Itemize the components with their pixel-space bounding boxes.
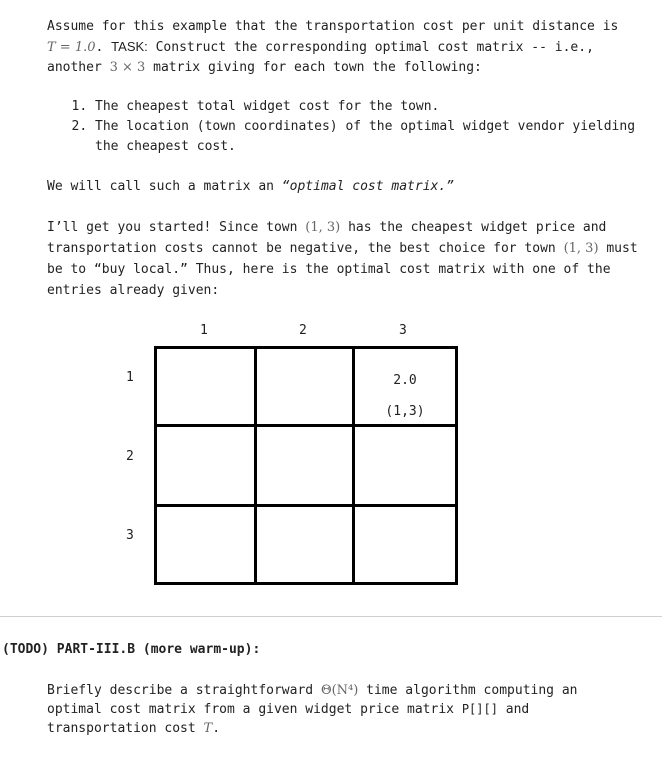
row-header-3: 3 bbox=[126, 528, 134, 543]
row-header-1: 1 bbox=[126, 370, 134, 385]
intro-paragraph: Assume for this example that the transportation cost per unit distance is T = 1.0. TASK: Construct the corresponding optimal cost matrix -- i.e., another 3 × 3 matrix giving for each town the following: bbox=[47, 19, 619, 75]
intro-line-1: Assume for this example that the transportation cost per unit distance is bbox=[47, 19, 619, 34]
matrix-cell bbox=[355, 427, 455, 507]
matrix-dims: 3 × 3 bbox=[109, 60, 146, 75]
column-header-2: 2 bbox=[299, 323, 307, 338]
matrix-cell bbox=[355, 349, 455, 427]
section-end: . bbox=[212, 721, 221, 736]
list-item: 2. The location (town coordinates) of the optimal widget vendor yielding the cheapest cost. bbox=[95, 117, 665, 157]
task-label: TASK: bbox=[111, 39, 148, 54]
matrix-cell bbox=[257, 349, 355, 427]
requirements-list bbox=[47, 97, 665, 157]
price-matrix-code: P[][] bbox=[461, 702, 498, 716]
row-header-2: 2 bbox=[126, 449, 134, 464]
town-coordinate: (1, 3) bbox=[563, 241, 599, 256]
intro-line-2: Construct the corresponding optimal cost matrix -- i.e., bbox=[155, 40, 594, 55]
matrix-cell bbox=[257, 427, 355, 507]
column-header-3: 3 bbox=[399, 323, 407, 338]
callout-text: We will call such a matrix an bbox=[47, 179, 274, 194]
section-divider bbox=[0, 616, 662, 617]
optimal-cost-matrix bbox=[154, 346, 458, 585]
t-symbol: T bbox=[203, 721, 213, 736]
section-text-c: and transportation cost bbox=[47, 702, 530, 736]
section-text-a: Briefly describe a straightforward bbox=[47, 683, 314, 698]
list-item: 1. The cheapest total widget cost for the town. bbox=[95, 97, 665, 117]
intro-line-3-post: matrix giving for each town the following: bbox=[153, 60, 482, 75]
started-paragraph bbox=[47, 217, 657, 301]
started-text-a: I’ll get you started! Since town bbox=[47, 220, 298, 235]
column-header-1: 1 bbox=[200, 323, 208, 338]
matrix-cell bbox=[355, 507, 455, 582]
theta-complexity: Θ(N⁴) bbox=[320, 683, 359, 698]
town-coordinate: (1, 3) bbox=[305, 220, 341, 235]
started-text-c: must be to “buy local.” Thus, here is the optimal cost matrix with one of the entries already given: bbox=[47, 241, 638, 298]
cell-value: 2.0 bbox=[393, 373, 417, 388]
section-heading: (TODO) PART-III.B (more warm-up): bbox=[2, 642, 261, 657]
intro-line-3-pre: another bbox=[47, 60, 102, 75]
started-text-b: has the cheapest widget price and transportation costs cannot be negative, the best choice for town bbox=[47, 220, 607, 256]
section-text-b: time algorithm computing an optimal cost matrix from a given widget price matrix bbox=[47, 683, 578, 717]
matrix-cell bbox=[157, 349, 257, 427]
callout-paragraph bbox=[47, 177, 657, 197]
matrix-cell bbox=[257, 507, 355, 582]
section-paragraph bbox=[47, 681, 627, 738]
t-equation: T = 1.0 bbox=[47, 40, 96, 55]
matrix-cell bbox=[157, 427, 257, 507]
callout-term: “optimal cost matrix.” bbox=[281, 179, 454, 194]
matrix-cell bbox=[157, 507, 257, 582]
cell-location: (1,3) bbox=[385, 404, 425, 419]
